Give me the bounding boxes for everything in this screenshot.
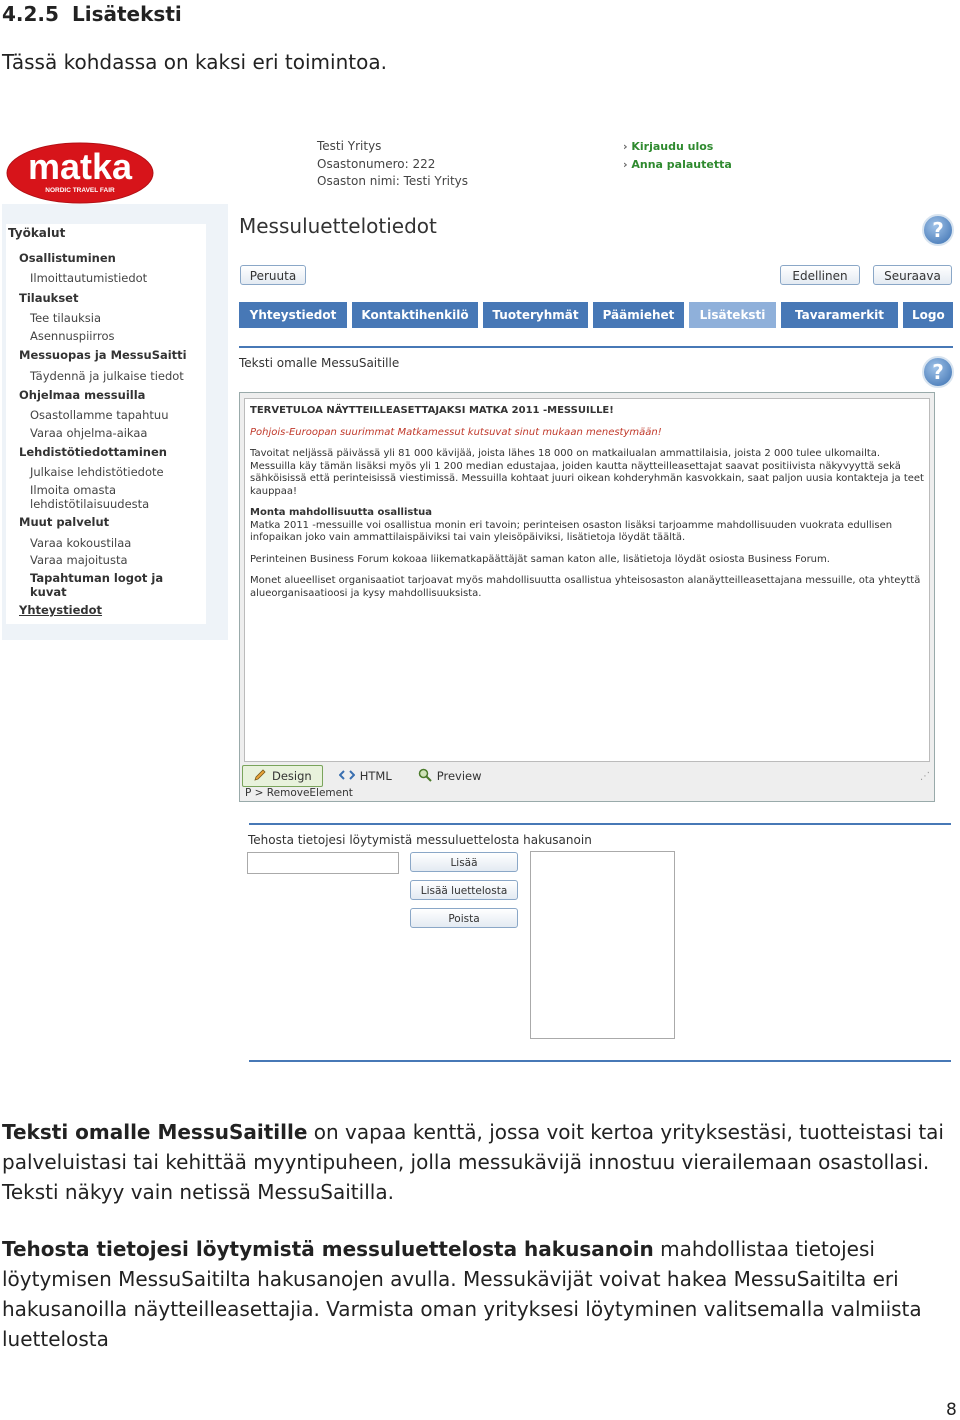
magnifier-icon	[418, 768, 432, 785]
html-mode-label: HTML	[359, 769, 392, 783]
sidebar-item-notify-press[interactable]	[30, 483, 149, 511]
section-tabs	[239, 302, 953, 328]
rich-text-editor	[239, 392, 935, 802]
messusite-text-heading: Teksti omalle MessuSaitille	[239, 356, 400, 370]
tab-principals[interactable]: Päämiehet	[593, 302, 684, 328]
sidebar-item-notify-press-line1: Ilmoita omasta	[30, 483, 117, 497]
sidebar-item-notify-press-line2: lehdistötilaisuudesta	[30, 497, 150, 511]
sidebar-item-press[interactable]: Lehdistötiedottaminen	[19, 445, 167, 459]
feedback-link[interactable]: › Anna palautetta	[623, 156, 732, 174]
sidebar-item-book-meeting[interactable]: Varaa kokoustilaa	[30, 536, 132, 550]
paragraph-body: on vapaa kenttä, jossa voit kertoa yrityksestäsi, tuotteistasi tai palveluistasi tai kehittää myyntipuheen, jolla messukävijä innostuu vierailemaan osastollasi. Teksti näkyy vain netissä MessuSaitilla.	[2, 1120, 944, 1204]
editor-content-area[interactable]	[244, 398, 930, 762]
resize-grip-icon[interactable]: ⋰	[920, 770, 930, 782]
add-from-list-button[interactable]: Lisää luettelosta	[410, 880, 518, 900]
intro-text: Tässä kohdassa on kaksi eri toimintoa.	[2, 50, 387, 74]
help-icon[interactable]: ?	[922, 214, 954, 246]
remove-keyword-button[interactable]: Poista	[410, 908, 518, 928]
sidebar-item-book-program[interactable]: Varaa ohjelma-aikaa	[30, 426, 148, 440]
stand-number: Osastonumero: 222	[317, 156, 436, 171]
sidebar-item-book-hotel[interactable]: Varaa majoitusta	[30, 553, 128, 567]
logo-wordmark: matka	[27, 146, 133, 187]
keyword-list[interactable]	[530, 851, 675, 1039]
sidebar-item-publish-press[interactable]: Julkaise lehdistötiedote	[30, 465, 164, 479]
divider	[249, 1060, 951, 1062]
sidebar-item-make-order[interactable]: Tee tilauksia	[30, 311, 102, 325]
sidebar-tools-heading: Työkalut	[8, 226, 66, 240]
tab-logo[interactable]: Logo	[903, 302, 953, 328]
keywords-heading: Tehosta tietojesi löytymistä messuluettelosta hakusanoin	[248, 833, 592, 847]
sidebar-item-contacts[interactable]: Yhteystiedot	[19, 603, 103, 617]
app-screenshot	[0, 128, 960, 1068]
editor-paragraph: Tavoitat neljässä päivässä yli 81 000 kävijää, joista lähes 18 000 on matkailualan ammattilaisia, joista 2 000 tulee ulkomailta. Messuilla käy tämän lisäksi myös yli 1 200 median edustajaa, joiden kautta näytteilleasettajat saavat positiivista näkyvyyttä sekä sähköisissä että perinteisissä viestimissä. Messuilla kohtaat juuri oikean kohderyhmän kasvokkain, saat paljon uusia kontakteja ja teet kauppaa!	[250, 448, 924, 497]
sidebar-item-order-logo-line1: Tapahtuman logot ja	[30, 571, 164, 585]
page-title: Messuluettelotiedot	[239, 214, 437, 238]
sidebar-item-order-logo[interactable]	[30, 571, 163, 599]
matka-logo[interactable]	[6, 142, 154, 204]
add-keyword-button[interactable]: Lisää	[410, 852, 518, 872]
divider	[239, 346, 953, 348]
editor-paragraph: Matka 2011 -messuille voi osallistua monin eri tavoin; perinteisen osaston lisäksi tarjoamme mahdollisuuden vuokrata edullisen infopaikan joko vain ammattilaispäiviksi tai vain yleisöpäiviksi, lisätietoja löydät täältä.	[250, 519, 893, 543]
previous-button[interactable]: Edellinen	[780, 265, 860, 285]
preview-mode-label: Preview	[436, 769, 482, 783]
paragraph-messusite-text	[2, 1117, 952, 1207]
sidebar-item-guide[interactable]: Messuopas ja MessuSaitti	[19, 348, 187, 362]
editor-subheading: Monta mahdollisuutta osallistua	[250, 507, 432, 518]
preview-mode-tab[interactable]	[408, 766, 492, 786]
sidebar-item-build-order[interactable]: Asennuspiirros	[30, 329, 115, 343]
editor-mode-bar	[242, 765, 930, 787]
help-icon[interactable]: ?	[922, 356, 954, 388]
section-number: 4.2.5	[2, 2, 59, 26]
logo-subtitle: NORDIC TRAVEL FAIR	[45, 187, 115, 194]
term-messusite-text: Teksti omalle MessuSaitille	[2, 1120, 308, 1144]
tab-additional-text[interactable]: Lisäteksti	[689, 302, 776, 328]
sidebar-item-registration[interactable]: Ilmoittautumistiedot	[30, 271, 148, 285]
sidebar-item-program[interactable]: Ohjelmaa messuilla	[19, 388, 146, 402]
tab-contact-person[interactable]: Kontaktihenkilö	[352, 302, 478, 328]
sidebar-item-order-logo-line2: kuvat	[30, 585, 67, 599]
tab-trademarks[interactable]: Tavaramerkit	[781, 302, 898, 328]
sidebar-item-complete-publish[interactable]: Täydennä ja julkaise tiedot	[30, 369, 184, 383]
editor-heading: TERVETULOA NÄYTTEILLEASETTAJAKSI MATKA 2011 -MESSUILLE!	[250, 405, 614, 416]
sidebar-item-participation[interactable]: Osallistuminen	[19, 251, 116, 265]
sidebar-item-orders[interactable]: Tilaukset	[19, 291, 79, 305]
exhibitor-info	[317, 138, 468, 191]
top-links	[623, 138, 732, 173]
paragraph-body: mahdollistaa tietojesi löytymisen MessuSaitilta hakusanojen avulla. Messukävijät voivat hakea MessuSaitilta eri hakusanoilla näytteilleasettajia. Varmista oman yrityksesi löytyminen valitsemalla valmiista luettelosta	[2, 1237, 922, 1351]
keyword-input[interactable]	[247, 852, 399, 874]
next-button[interactable]: Seuraava	[873, 265, 952, 285]
pencil-icon	[253, 768, 267, 785]
editor-element-path: P > RemoveElement	[245, 787, 353, 799]
html-mode-tab[interactable]	[329, 766, 402, 786]
page-number: 8	[946, 1400, 957, 1420]
section-title: Lisäteksti	[72, 2, 182, 26]
cancel-button[interactable]: Peruuta	[240, 265, 306, 285]
code-icon	[339, 769, 355, 784]
sidebar-item-notify-event[interactable]: Osastollamme tapahtuu	[30, 408, 169, 422]
tab-product-groups[interactable]: Tuoteryhmät	[483, 302, 588, 328]
design-mode-label: Design	[272, 769, 312, 783]
stand-name: Osaston nimi: Testi Yritys	[317, 174, 469, 188]
editor-lead: Pohjois-Euroopan suurimmat Matkamessut kutsuvat sinut mukaan menestymään!	[250, 426, 662, 438]
logout-link[interactable]: › Kirjaudu ulos	[623, 138, 732, 156]
editor-paragraph: Perinteinen Business Forum kokoaa liikematkapäättäjät saman katon alle, lisätietoja löydät osiosta Business Forum.	[250, 553, 830, 565]
company-name: Testi Yritys	[317, 139, 382, 153]
paragraph-keywords	[2, 1234, 952, 1354]
editor-paragraph: Monet alueelliset organisaatiot tarjoavat myös mahdollisuutta osallistua yhteisosaston alanäytteilleasettajana messuille, ota yhteyttä alueorganisaatioosi ja kysy mahdollisuuksista.	[250, 575, 921, 599]
divider	[249, 823, 951, 825]
sidebar-item-other[interactable]: Muut palvelut	[19, 515, 110, 529]
term-keywords: Tehosta tietojesi löytymistä messuluettelosta hakusanoin	[2, 1237, 654, 1261]
design-mode-tab[interactable]	[242, 765, 323, 787]
tab-contact-info[interactable]: Yhteystiedot	[239, 302, 347, 328]
